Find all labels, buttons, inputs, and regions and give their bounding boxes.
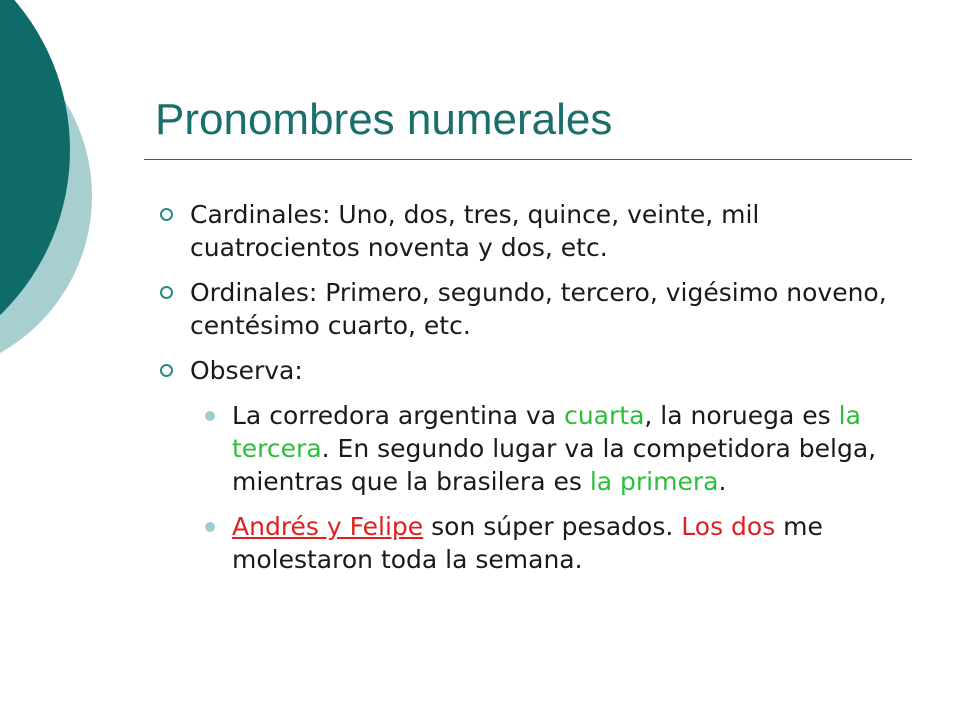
title-divider	[144, 159, 912, 160]
slide-content	[150, 198, 910, 588]
ring-bullet-icon	[160, 364, 173, 377]
sub-bullet-example-names	[150, 510, 910, 576]
text-segment: .	[718, 467, 727, 496]
bullet-ordinales	[150, 276, 910, 342]
highlight-red-underlined: Andrés y Felipe	[232, 512, 424, 541]
text-segment: son súper pesados.	[423, 512, 682, 541]
bullet-observa	[150, 354, 910, 387]
ring-bullet-icon	[160, 286, 173, 299]
highlight-green: la tercera	[232, 401, 861, 463]
text-segment: , la noruega es	[644, 401, 839, 430]
text-segment: me molestaron toda la semana.	[232, 512, 823, 574]
highlight-green: cuarta	[564, 401, 645, 430]
text-segment: . En segundo lugar va la competidora belga, mientras que la brasilera es	[232, 434, 877, 496]
ring-bullet-icon	[160, 208, 173, 221]
slide-title: Pronombres numerales	[155, 95, 613, 144]
bullet-cardinales	[150, 198, 910, 264]
sub-bullet-example-race	[150, 399, 910, 498]
bullet-text: Observa:	[190, 356, 303, 385]
text-segment: La corredora argentina va	[232, 401, 565, 430]
bullet-text: Cardinales: Uno, dos, tres, quince, veinte, mil cuatrocientos noventa y dos, etc.	[190, 200, 760, 262]
dot-bullet-icon	[205, 411, 215, 421]
highlight-red: Los dos	[681, 512, 776, 541]
bullet-text: Ordinales: Primero, segundo, tercero, vigésimo noveno, centésimo cuarto, etc.	[190, 278, 887, 340]
highlight-green: la primera	[589, 467, 719, 496]
dot-bullet-icon	[205, 522, 215, 532]
